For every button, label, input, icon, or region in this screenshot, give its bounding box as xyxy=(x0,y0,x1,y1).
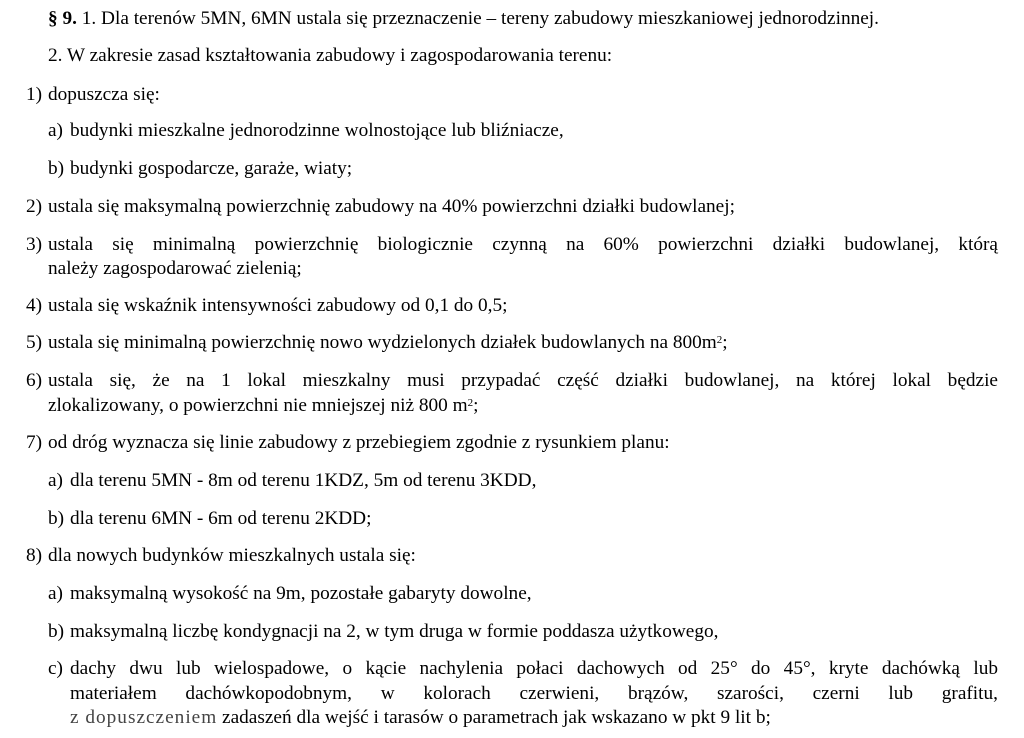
item-6-number: 6) xyxy=(26,370,43,391)
item-6-superscript: 2 xyxy=(467,397,474,409)
item-5-main: ustala się minimalną powierzchnię nowo wydzielonych działek budowlanych na 800m xyxy=(48,332,717,353)
item-8c-line-1: dachy dwu lub wielospadowe, o kącie nachylenia połaci dachowych od 25° do 45°, kryte dachówką lub xyxy=(70,658,998,679)
item-8c-line-3-prefix: z dopuszczeniem xyxy=(70,707,218,728)
item-3-number: 3) xyxy=(26,234,43,255)
section-intro xyxy=(48,8,879,30)
item-1a-number: a) xyxy=(48,120,63,141)
item-1-text: dopuszcza się: xyxy=(48,84,160,105)
item-5-number: 5) xyxy=(26,332,43,353)
section-point-2: 2. W zakresie zasad kształtowania zabudowy i zagospodarowania terenu: xyxy=(48,45,613,66)
item-2-number: 2) xyxy=(26,196,43,217)
item-1-number: 1) xyxy=(26,84,43,105)
item-6-line-1: ustala się, że na 1 lokal mieszkalny musi przypadać część działki budowlanej, na której lokal będzie xyxy=(48,370,998,391)
item-7a-text: dla terenu 5MN - 8m od terenu 1KDZ, 5m od terenu 3KDD, xyxy=(70,470,537,491)
item-7b-text: dla terenu 6MN - 6m od terenu 2KDD; xyxy=(70,508,372,529)
item-8b-text: maksymalną liczbę kondygnacji na 2, w tym druga w formie poddasza użytkowego, xyxy=(70,621,719,642)
item-3-line-1: ustala się minimalną powierzchnię biologicznie czynną na 60% powierzchni działki budowlanej, którą xyxy=(48,234,998,255)
item-6-line-2 xyxy=(48,394,478,418)
item-8-text: dla nowych budynków mieszkalnych ustala się: xyxy=(48,545,416,566)
item-4-text: ustala się wskaźnik intensywności zabudowy od 0,1 do 0,5; xyxy=(48,295,508,316)
item-8b-number: b) xyxy=(48,621,65,642)
section-intro-text: 1. Dla terenów 5MN, 6MN ustala się przeznaczenie – tereny zabudowy mieszkaniowej jednorodzinnej. xyxy=(81,8,879,29)
item-4-number: 4) xyxy=(26,295,43,316)
item-6-tail: ; xyxy=(473,395,479,416)
item-6-main: zlokalizowany, o powierzchni nie mniejszej niż 800 m xyxy=(48,395,468,416)
item-8-number: 8) xyxy=(26,545,43,566)
item-7-text: od dróg wyznacza się linie zabudowy z przebiegiem zgodnie z rysunkiem planu: xyxy=(48,432,670,453)
item-7a-number: a) xyxy=(48,470,63,491)
item-8c-line-3 xyxy=(70,706,771,730)
item-8c-line-3-text: zadaszeń dla wejść i tarasów o parametrach jak wskazano w pkt 9 lit b; xyxy=(217,707,771,728)
item-5-text xyxy=(48,331,728,355)
section-label: § 9. xyxy=(48,8,77,29)
item-7-number: 7) xyxy=(26,432,43,453)
item-8a-number: a) xyxy=(48,583,63,604)
item-5-tail: ; xyxy=(722,332,728,353)
item-1b-text: budynki gospodarcze, garaże, wiaty; xyxy=(70,158,353,179)
item-8a-text: maksymalną wysokość na 9m, pozostałe gabaryty dowolne, xyxy=(70,583,532,604)
item-7b-number: b) xyxy=(48,508,65,529)
item-3-line-2: należy zagospodarować zielenią; xyxy=(48,258,302,279)
item-8c-line-2: materiałem dachówkopodobnym, w kolorach czerwieni, brązów, szarości, czerni lub grafitu, xyxy=(70,683,998,704)
item-2-text: ustala się maksymalną powierzchnię zabudowy na 40% powierzchni działki budowlanej; xyxy=(48,196,735,217)
item-8c-number: c) xyxy=(48,658,63,679)
item-5-superscript: 2 xyxy=(716,334,723,346)
item-1b-number: b) xyxy=(48,158,65,179)
item-1a-text: budynki mieszkalne jednorodzinne wolnostojące lub bliźniacze, xyxy=(70,120,564,141)
